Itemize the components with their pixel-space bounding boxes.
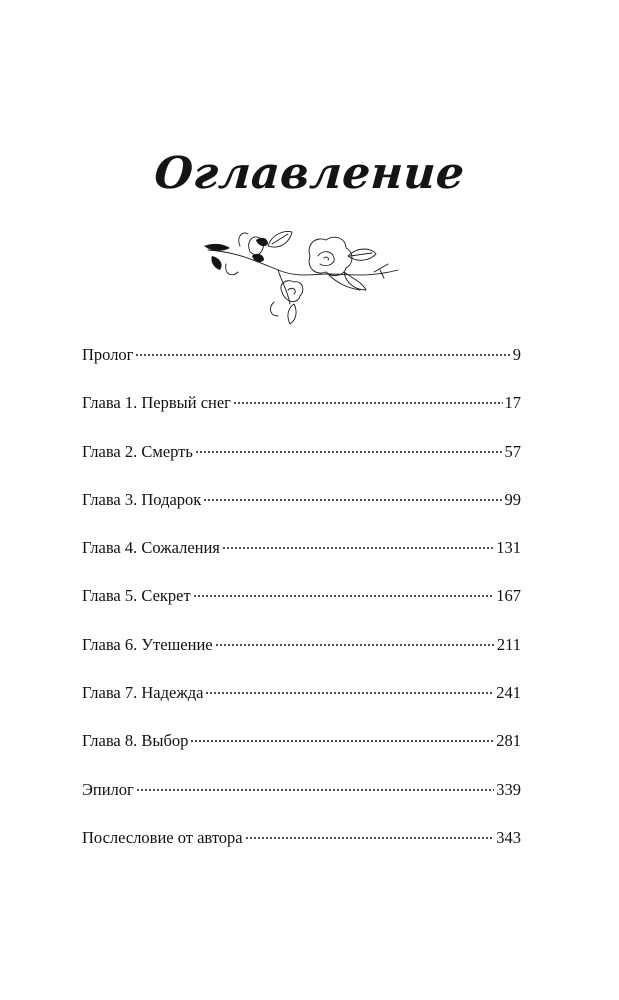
page-title: Оглавление [152, 148, 467, 199]
dot-leader [195, 451, 503, 453]
toc-entry-page-number: 241 [496, 683, 521, 703]
toc-entry-title: Пролог [82, 345, 134, 364]
toc-entry-title: Глава 5. Секрет [82, 586, 191, 606]
toc-entry[interactable] [82, 489, 521, 537]
dot-leader [245, 837, 495, 839]
toc-entry-page-number: 9 [512, 345, 521, 364]
toc-entry-page-number: 17 [504, 393, 521, 413]
toc-entry-page-number: 57 [504, 441, 521, 461]
toc-entry-title: Глава 8. Выбор [82, 731, 189, 751]
toc-entry-page-number: 343 [496, 827, 521, 847]
dot-leader [215, 644, 495, 646]
toc-entry-title: Глава 2. Смерть [82, 441, 193, 461]
dot-leader [233, 402, 503, 404]
toc-entry-title: Глава 6. Утешение [82, 634, 213, 654]
toc-entry-page-number: 211 [496, 634, 521, 654]
toc-entry[interactable] [82, 344, 521, 392]
toc-entry[interactable] [82, 634, 521, 682]
dot-leader [135, 354, 510, 356]
toc-entry[interactable] [82, 682, 521, 730]
toc-entry-page-number: 99 [504, 489, 521, 509]
toc-entry[interactable] [82, 779, 521, 827]
toc-entry[interactable] [82, 585, 521, 633]
toc-entry-title: Послесловие от автора [82, 827, 243, 847]
toc-entry[interactable] [82, 827, 521, 875]
toc-entry[interactable] [82, 537, 521, 585]
dot-leader [193, 595, 495, 597]
dot-leader [205, 692, 494, 694]
toc-entry-page-number: 339 [496, 779, 521, 799]
toc-entry-title: Глава 3. Подарок [82, 489, 202, 509]
dot-leader [190, 740, 494, 742]
toc-entry-page-number: 131 [496, 538, 521, 558]
toc-entry-page-number: 167 [496, 586, 521, 606]
toc-entry-title: Глава 1. Первый снег [82, 393, 231, 413]
table-of-contents [82, 344, 521, 875]
toc-entry[interactable] [82, 730, 521, 778]
toc-entry-title: Глава 4. Сожаления [82, 538, 220, 558]
toc-entry[interactable] [82, 392, 521, 440]
toc-entry-page-number: 281 [496, 731, 521, 751]
flowering-branch-icon [198, 212, 404, 328]
dot-leader [222, 547, 494, 549]
toc-entry-title: Глава 7. Надежда [82, 683, 204, 703]
dot-leader [136, 789, 494, 791]
toc-entry-title: Эпилог [82, 779, 134, 799]
toc-entry[interactable] [82, 441, 521, 489]
dot-leader [203, 499, 502, 501]
